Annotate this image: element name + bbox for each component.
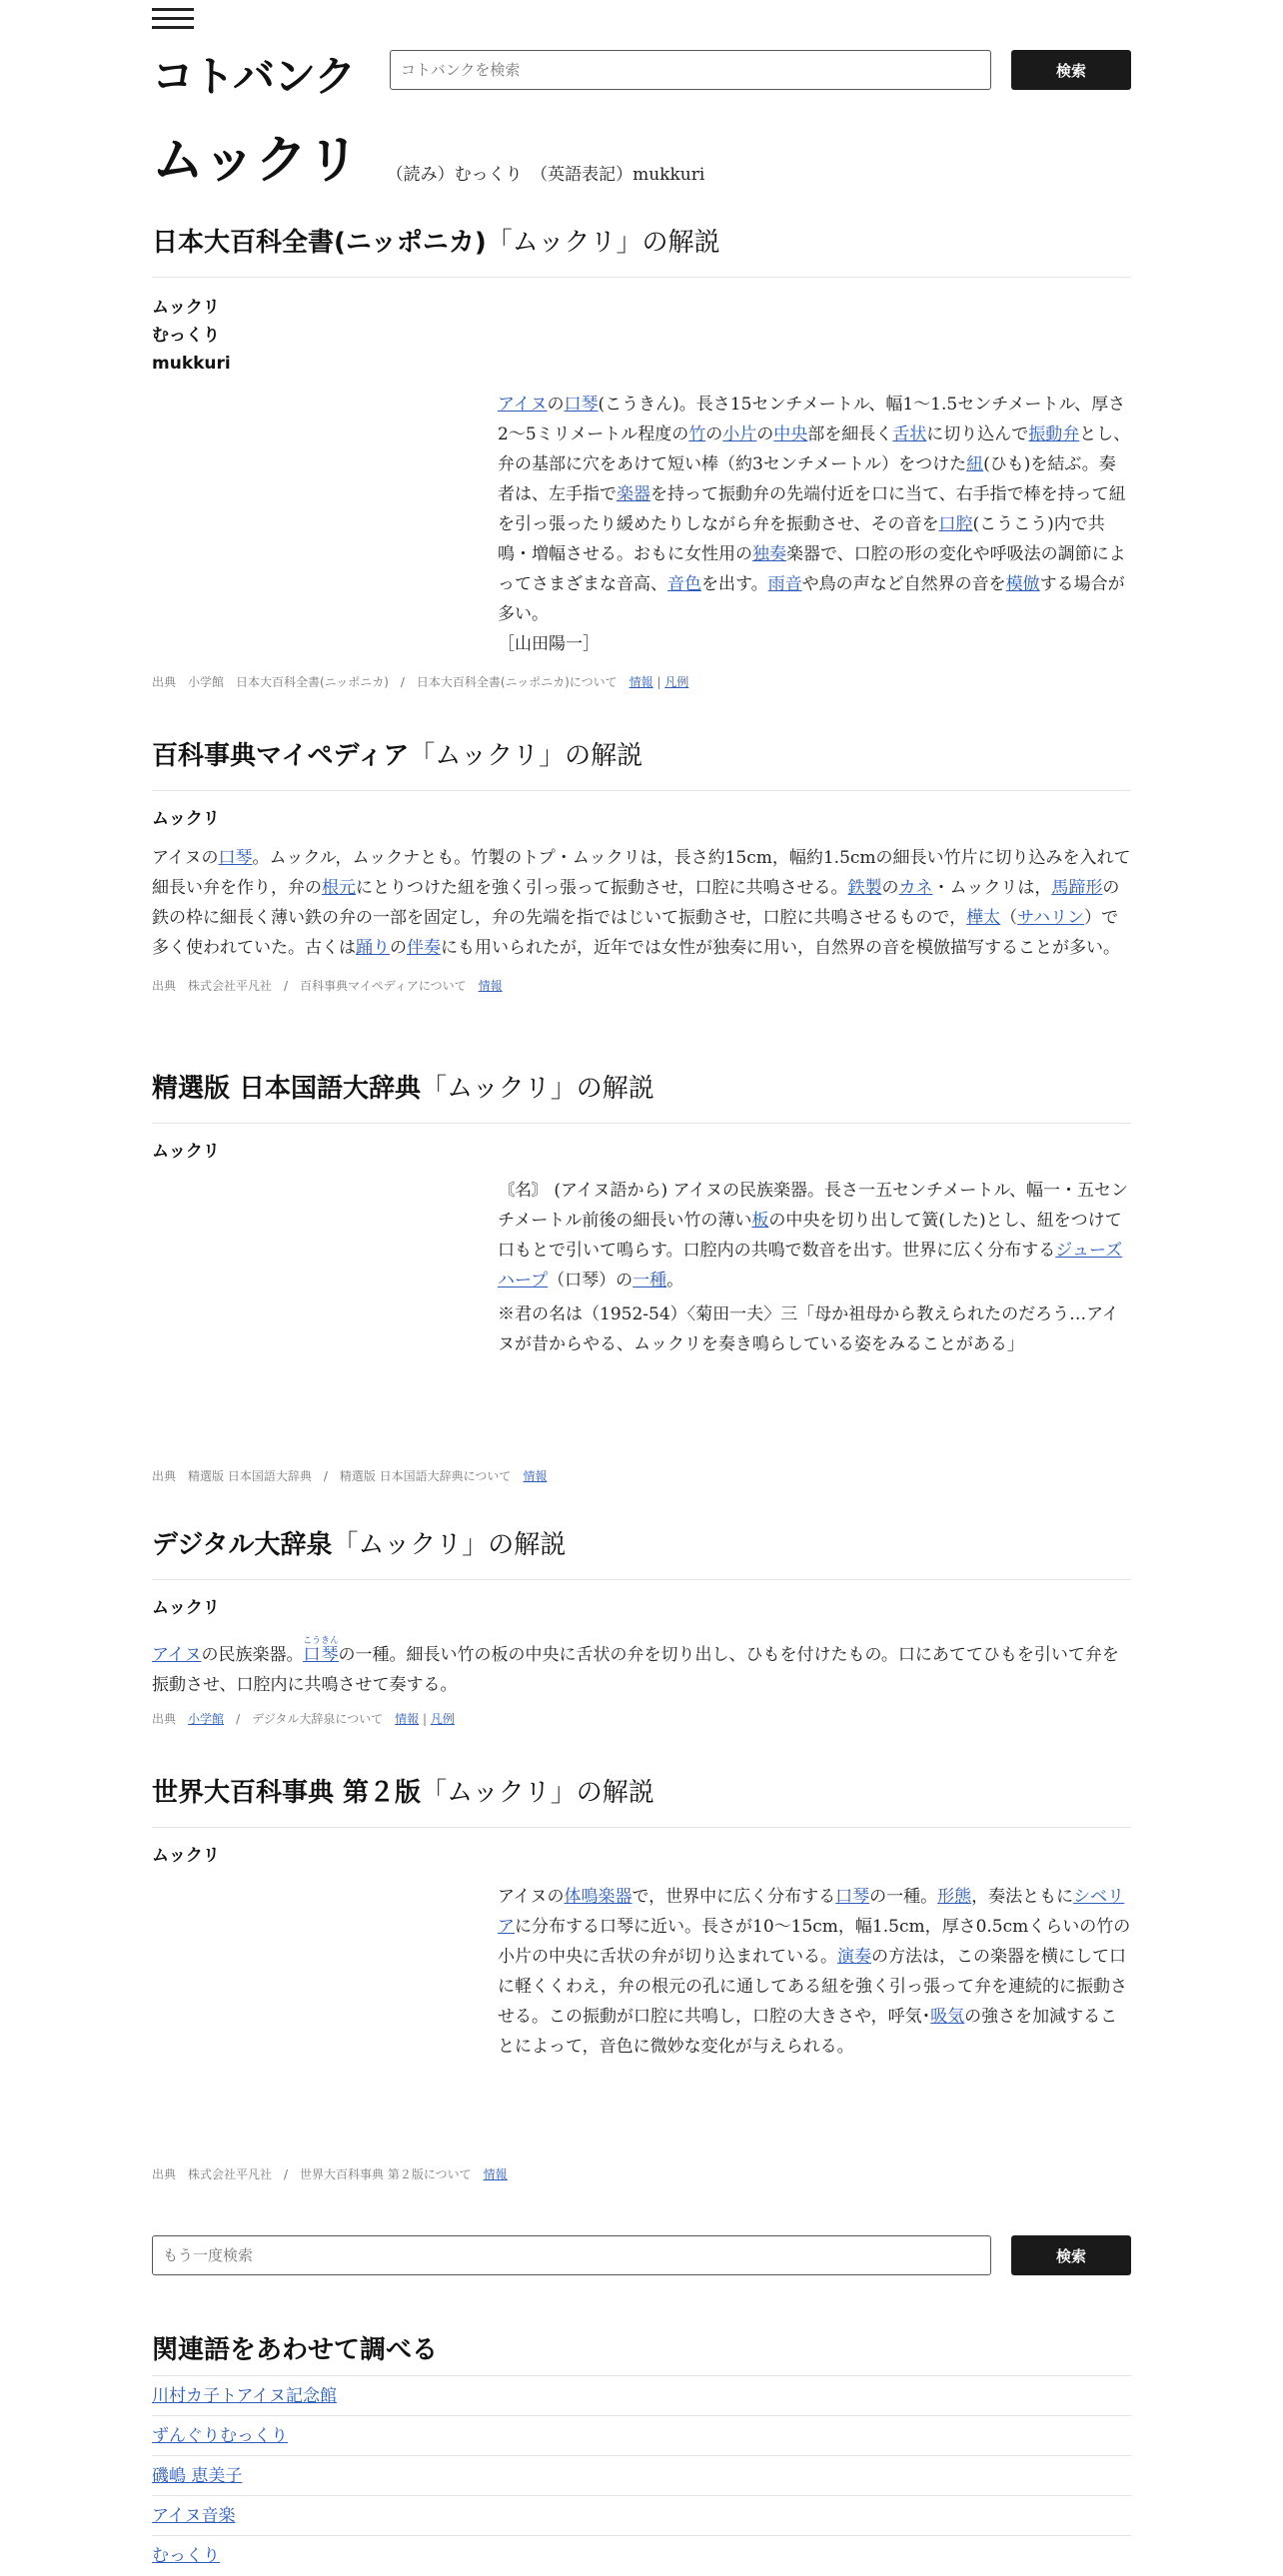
headword: ムックリ <box>152 1598 220 1618</box>
headword: ムックリ <box>152 1846 220 1866</box>
info-link[interactable]: 情報 <box>483 2167 508 2181</box>
bottom-search <box>152 2235 1131 2275</box>
section-mypedia <box>152 735 1131 994</box>
legend-link[interactable]: 凡例 <box>664 675 689 689</box>
header-search <box>390 50 1131 90</box>
source-line: 出典 精選版 日本国語大辞典 / 精選版 日本国語大辞典について 情報 <box>152 1469 548 1483</box>
related-list <box>152 2375 1131 2575</box>
entry-title-block <box>152 118 704 193</box>
example-quote: ※君の名は（1952-54）〈菊田一夫〉三「母か祖母から教えられたのだろう…アイヌが昔からやる、ムックリを奏き鳴らしている姿をみることがある」 <box>498 1304 1119 1354</box>
page-title: ムックリ <box>152 131 360 191</box>
section-body: アイヌの体鳴楽器で，世界中に広く分布する口琴の一種。形態，奏法ともにシベリアに分布する口琴に近い。長さが10～15cm，幅1.5cm，厚さ0.5cmくらいの竹の小片の中央に舌状の弁が切り込まれている。演奏の方法は，この楽器を横にして口に軽くくわえ，弁の根元の孔に通してある紐を強く引っ張って弁を連続的に振動させる。この振動が口腔に共鳴し，口腔の大きさや，呼気･吸気の強さを加減することによって，音色に微妙な変化が与えられる。 <box>498 1887 1131 2057</box>
search-button[interactable]: 検索 <box>1011 50 1131 90</box>
site-logo[interactable]: コトバンク <box>152 52 356 101</box>
related-item: むっくり <box>152 2535 1131 2575</box>
bottom-search-input[interactable] <box>152 2235 991 2275</box>
section-heading: 世界大百科事典 第２版「ムックリ」の解説 <box>152 1772 1131 1828</box>
section-heading: 精選版 日本国語大辞典「ムックリ」の解説 <box>152 1068 1131 1124</box>
section-heading: デジタル大辞泉「ムックリ」の解説 <box>152 1524 1131 1580</box>
bottom-search-button[interactable]: 検索 <box>1011 2235 1131 2275</box>
section-body: アイヌの民族楽器。口琴こうきんの一種。細長い竹の板の中央に舌状の弁を切り出し、ひもを付けたもの。口にあててひもを引いて弁を振動させ、口腔内に共鳴させて奏する。 <box>152 1636 1119 1695</box>
related-item: 川村カ子トアイヌ記念館 <box>152 2375 1131 2415</box>
source-line: 出典 株式会社平凡社 / 百科事典マイペディアについて 情報 <box>152 979 503 993</box>
source-line: 出典 小学館 日本大百科全書(ニッポニカ) / 日本大百科全書(ニッポニカ)について 情報 | 凡例 <box>152 675 689 689</box>
headword-roman: mukkuri <box>152 354 231 374</box>
related-item: ずんぐりむっくり <box>152 2415 1131 2455</box>
source-line: 出典 小学館 / デジタル大辞泉について 情報 | 凡例 <box>152 1712 455 1726</box>
section-nikkoku <box>152 1068 1131 1484</box>
related-item: 磯嶋 恵美子 <box>152 2455 1131 2495</box>
publisher-link[interactable]: 小学館 <box>188 1712 225 1726</box>
headword: ムックリ <box>152 809 220 829</box>
source-line: 出典 株式会社平凡社 / 世界大百科事典 第２版について 情報 <box>152 2167 508 2181</box>
section-heading: 日本大百科全書(ニッポニカ)「ムックリ」の解説 <box>152 222 1131 278</box>
related-heading: 関連語をあわせて調べる <box>152 2335 439 2365</box>
info-link[interactable]: 情報 <box>629 675 653 689</box>
section-body: アイヌの口琴。ムックル，ムックナとも。竹製のトプ・ムックリは，長さ約15cm，幅約1.5cmの細長い竹片に切り込みを入れて細長い弁を作り，弁の根元にとりつけた紐を強く引っ張って振動させ，口腔に共鳴させる。鉄製のカネ・ムックリは，馬蹄形の鉄の枠に細長く薄い鉄の弁の一部を固定し，弁の先端を指ではじいて振動させ，口腔に共鳴させるもので，樺太（サハリン）で多く使われていた。古くは踊りの伴奏にも用いられたが，近年では女性が独奏に用い，自然界の音を模倣描写することが多い。 <box>152 848 1131 958</box>
entry-reading: （読み）むっくり （英語表記）mukkuri <box>386 165 705 185</box>
search-input[interactable] <box>390 50 991 90</box>
section-sekai <box>152 1772 1131 2182</box>
author: ［山田陽一］ <box>498 634 600 654</box>
headword: ムックリ <box>152 1142 220 1162</box>
info-link[interactable]: 情報 <box>478 979 503 993</box>
headword-reading: むっくり <box>152 326 220 346</box>
section-daijisen <box>152 1524 1131 1727</box>
headword: ムックリ <box>152 298 220 318</box>
section-nipponica <box>152 222 1131 690</box>
section-heading: 百科事典マイペディア「ムックリ」の解説 <box>152 735 1131 791</box>
info-link[interactable]: 情報 <box>395 1712 420 1726</box>
info-link[interactable]: 情報 <box>523 1469 548 1483</box>
section-body: 〘名〙 (アイヌ語から) アイヌの民族楽器。長さ一五センチメートル、幅一・五センチメートル前後の細長い竹の薄い板の中央を切り出して簧(した)とし、紐をつけて口もとで引いて鳴らす。口腔内の共鳴で数音を出す。世界に広く分布するジューズハープ（口琴）の一種。 ※君の名は（1952-54）〈菊田一夫〉三「母か祖母から教えられたのだろう…アイヌが昔からやる、ムックリを奏き鳴らしている姿をみることがある」 <box>498 1176 1131 1359</box>
section-body: アイヌの口琴(こうきん)。長さ15センチメートル、幅1～1.5センチメートル、厚さ2～5ミリメートル程度の竹の小片の中央部を細長く舌状に切り込んで振動弁とし、弁の基部に穴をあけて短い棒（約3センチメートル）をつけた紐(ひも)を結ぶ。奏者は、左手指で楽器を持って振動弁の先端付近を口に当て、右手指で棒を持って紐を引っ張ったり緩めたりしながら弁を振動させ、その音を口腔(こうこう)内で共鳴・増幅させる。おもに女性用の独奏楽器で、口腔の形の変化や呼吸法の調節によってさまざまな音高、音色を出す。雨音や鳥の声など自然界の音を模倣する場合が多い。 ［山田陽一］ <box>498 395 1131 654</box>
legend-link[interactable]: 凡例 <box>430 1712 455 1726</box>
related-item: アイヌ音楽 <box>152 2495 1131 2535</box>
menu-icon[interactable] <box>152 8 194 30</box>
